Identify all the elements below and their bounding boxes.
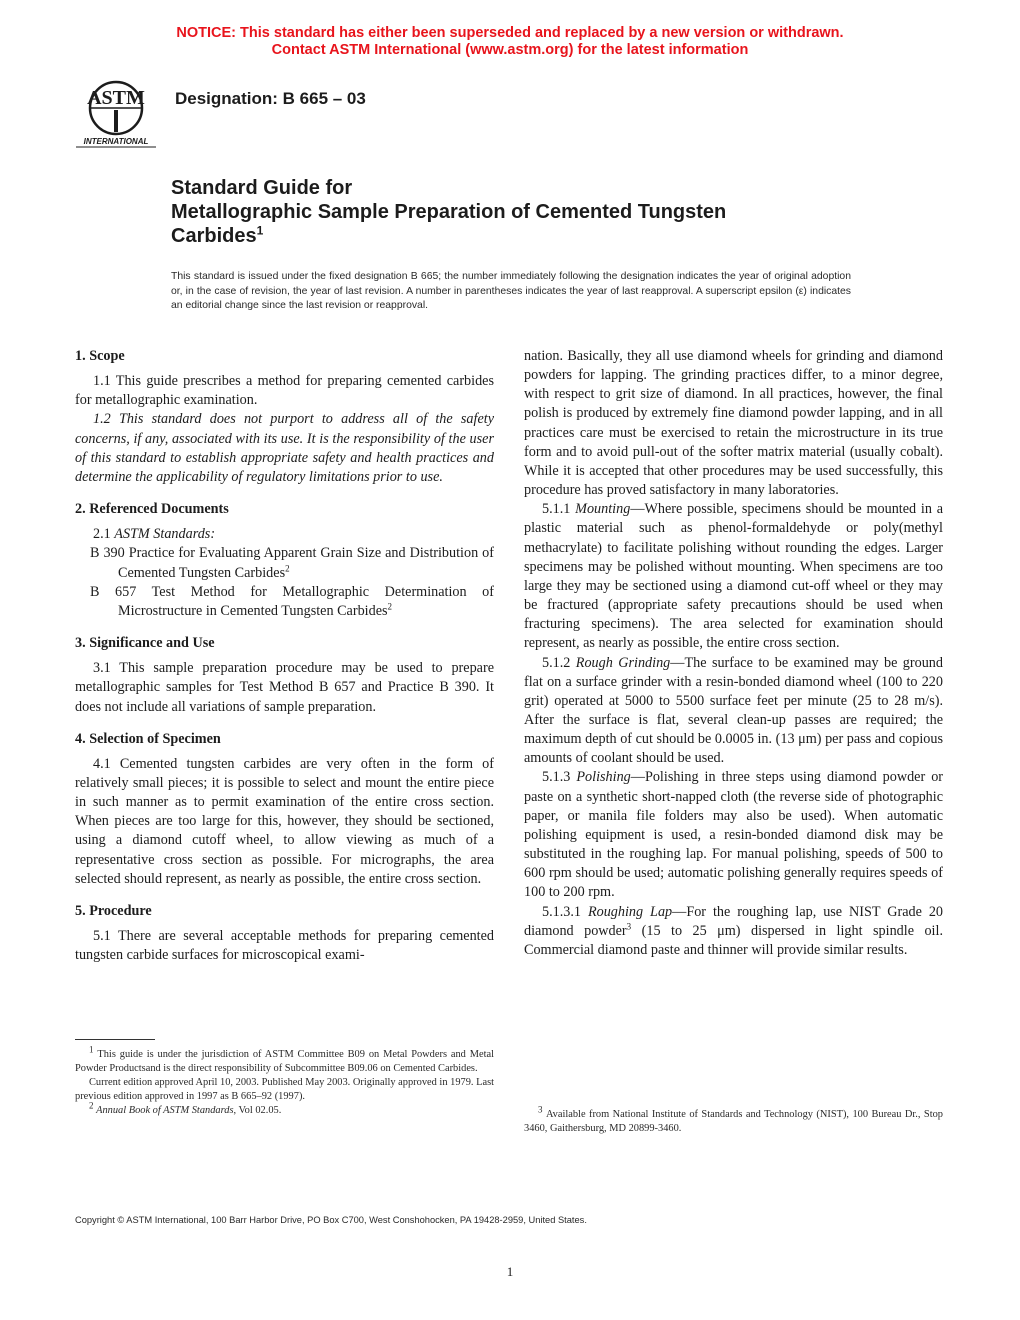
para-5-1-3 (524, 768, 943, 902)
footnote-3-mark: 3 (538, 1104, 543, 1115)
section-2-heading: 2. Referenced Documents (75, 501, 229, 518)
withdrawal-notice-line1: NOTICE: This standard has either been superseded and replaced by a new version or withdrawn. (176, 25, 844, 41)
reference-b657-text: B 657 Test Method for Metallographic Determination of Microstructure in Cemented Tungsten Carbides (90, 583, 494, 619)
para-5-1-3-1-term: Roughing Lap (587, 903, 673, 920)
section-3-heading: 3. Significance and Use (75, 635, 215, 652)
para-5-1-3-1-footnote-mark: 3 (626, 920, 632, 931)
footnotes-right (524, 1104, 943, 1136)
para-5-1-3-1-number: 5.1.3.1 (542, 903, 582, 920)
page-number: 1 (506, 1264, 514, 1279)
astm-logo (70, 76, 162, 150)
para-2-1 (75, 525, 494, 544)
title-line-1: Standard Guide for (171, 177, 353, 199)
footnote-rule-left (75, 1039, 155, 1040)
body-text (0, 347, 1020, 1027)
para-2-1-text: ASTM Standards: (114, 526, 216, 543)
section-1-heading: 1. Scope (75, 348, 125, 364)
footnotes-left (75, 1044, 494, 1118)
para-5-1-3-1-text-b: (15 to 25 μm) dispersed in light spindle oil. Commercial diamond paste and thinner will provide similar results. (524, 922, 943, 958)
section-5-heading: 5. Procedure (75, 902, 152, 919)
para-5-1-1-text: —Where possible, specimens should be mounted in a plastic material such as phenol-formaldehyde or poly(methyl methacrylate) to facilitate polishing without rounding the edges. Larger specimens may be polished without mounting. When specimens are too large they may be sectioned using a diamond cut-off wheel or they may be fractured (appropriate safety precautions should be used when fracturing specimens). The area selected for examination should represent, as nearly as possible, the entire cross section. (524, 501, 943, 652)
issuance-statement: This standard is issued under the fixed designation B 665; the number immediately following the designation indicates the year of original adoption or, in the case of revision, the year of last revision. A number in parentheses indicates the year of last reapproval. A superscript epsilon (ε) indicates an editorial change since the last revision or reapproval. (171, 271, 851, 311)
designation: Designation: B 665 – 03 (175, 89, 366, 108)
reference-b390-footnote-mark: 2 (285, 562, 290, 573)
logo-letters: ASTM (87, 87, 145, 109)
para-5-1-3-1-text-a: —For the roughing lap, use NIST Grade 20 diamond powder (524, 903, 944, 939)
footnote-2-text: Annual Book of ASTM Standards (96, 1105, 234, 1116)
logo-subtext: INTERNATIONAL (83, 137, 149, 146)
reference-b657 (90, 583, 494, 621)
title-footnote-mark: 1 (256, 223, 264, 238)
para-5-1-2-text: —The surface to be examined may be ground flat on a surface grinder with a resin-bonded diamond wheel (100 to 220 grit) operated at 5000 to 5500 surface feet per minute (25 to 28 m/s). After the surface is flat, several clean-up passes are required; the maximum depth of cut should be 0.0005 in. (13 μm) per pass and copious amounts of coolant should be used. (524, 654, 943, 767)
para-1-2 (75, 410, 494, 487)
section-4-heading: 4. Selection of Specimen (75, 730, 221, 747)
para-5-1-1-number: 5.1.1 (542, 501, 571, 518)
para-5-1-3-1 (524, 903, 943, 960)
right-column (524, 347, 943, 960)
para-1-2-text: 1.2 This standard does not purport to address all of the safety concerns, if any, associated with its use. It is the responsibility of the user of this standard to establish appropriate safety and health practices and determine the applicability of regulatory limitations prior to use. (75, 411, 494, 485)
para-5-1-2 (524, 654, 943, 769)
left-column (75, 347, 494, 965)
reference-b390-text: B 390 Practice for Evaluating Apparent Grain Size and Distribution of Cemented Tungsten Carbides (90, 545, 494, 581)
footnote-1 (75, 1044, 494, 1076)
footnote-2 (75, 1100, 494, 1118)
reference-b657-footnote-mark: 2 (387, 601, 393, 612)
para-5-1-3-text: —Polishing in three steps using diamond powder or paste on a synthetic short-napped cloth (the reverse side of photographic paper, or manila file folders may also be used). When automatic polishing equipment is used, a resin-bonded diamond disk may be substituted in the roughing lap. For manual polishing, speeds of 500 to 600 rpm should be used; automatic polishing generally requires speeds of 100 to 200 rpm. (524, 769, 944, 901)
para-5-1: 5.1 There are several acceptable methods for preparing cemented tungsten carbide surfaces for microscopical exami- (75, 928, 494, 964)
para-4-1: 4.1 Cemented tungsten carbides are very often in the form of relatively small pieces; it is possible to select and mount the entire piece in such manner as to permit examination of the entire cross section. When pieces are too large for this, however, they should be sectioned, using a diamond cutoff wheel, to allow viewing as much of a representative cross section as possible. For micrographs, the area selected should represent, as nearly as possible, the entire cross section. (75, 755, 494, 887)
title-line-3: Carbides (171, 225, 257, 247)
copyright-line: Copyright © ASTM International, 100 Barr Harbor Drive, PO Box C700, West Conshohocken, PA 19428-2959, United States. (75, 1215, 587, 1225)
footnote-2-mark: 2 (89, 1100, 94, 1111)
para-5-1-2-number: 5.1.2 (542, 654, 571, 671)
para-1-1: 1.1 This guide prescribes a method for preparing cemented carbides for metallographic examination. (75, 373, 494, 409)
para-5-1-1 (524, 500, 943, 653)
footnote-3 (524, 1104, 943, 1136)
reference-b390 (90, 544, 494, 582)
para-5-1-2-term: Rough Grinding (575, 654, 671, 671)
footnote-2-volume: , Vol 02.05. (233, 1105, 282, 1116)
footnote-1-mark: 1 (89, 1044, 94, 1055)
para-5-1-1-term: Mounting (575, 501, 631, 518)
footnote-1-edition: Current edition approved April 10, 2003. Published May 2003. Originally approved in 1979. Last previous edition approved in 1997 as B 665–92 (1997). (75, 1077, 494, 1102)
para-5-1-3-number: 5.1.3 (542, 769, 571, 786)
footnote-3-text: Available from National Institute of Standards and Technology (NIST), 100 Bureau Dr., Stop 3460, Gaithersburg, MD 20899-3460. (524, 1109, 943, 1134)
para-2-1-number: 2.1 (93, 526, 111, 543)
footnote-1-text: This guide is under the jurisdiction of ASTM Committee B09 on Metal Powders and Metal Powder Productsand is the direct responsibility of Subcommittee B09.06 on Cemented Carbides. (75, 1049, 494, 1074)
title-line-2: Metallographic Sample Preparation of Cemented Tungsten (171, 201, 727, 223)
para-5-1-continued: nation. Basically, they all use diamond wheels for grinding and diamond powders for lapping. The grinding practices differ, to a minor degree, with respect to grit size of diamond. In all practices, however, the final polish is produced by extremely fine diamond powder lapping, and in all practices care must be exercised to retain the microstructure in its true form and to avoid pull-out of the softer matrix material (usually cobalt). While it is accepted that other procedures may be used successfully, this procedure has proved satisfactory in many laboratories. (524, 348, 943, 499)
para-3-1: 3.1 This sample preparation procedure may be used to prepare metallographic samples for Test Method B 657 and Practice B 390. It does not include all variations of sample preparation. (75, 660, 494, 715)
document-title (171, 176, 951, 248)
withdrawal-notice-line2: Contact ASTM International (www.astm.org) for the latest information (271, 42, 749, 58)
para-5-1-3-term: Polishing (576, 769, 631, 786)
